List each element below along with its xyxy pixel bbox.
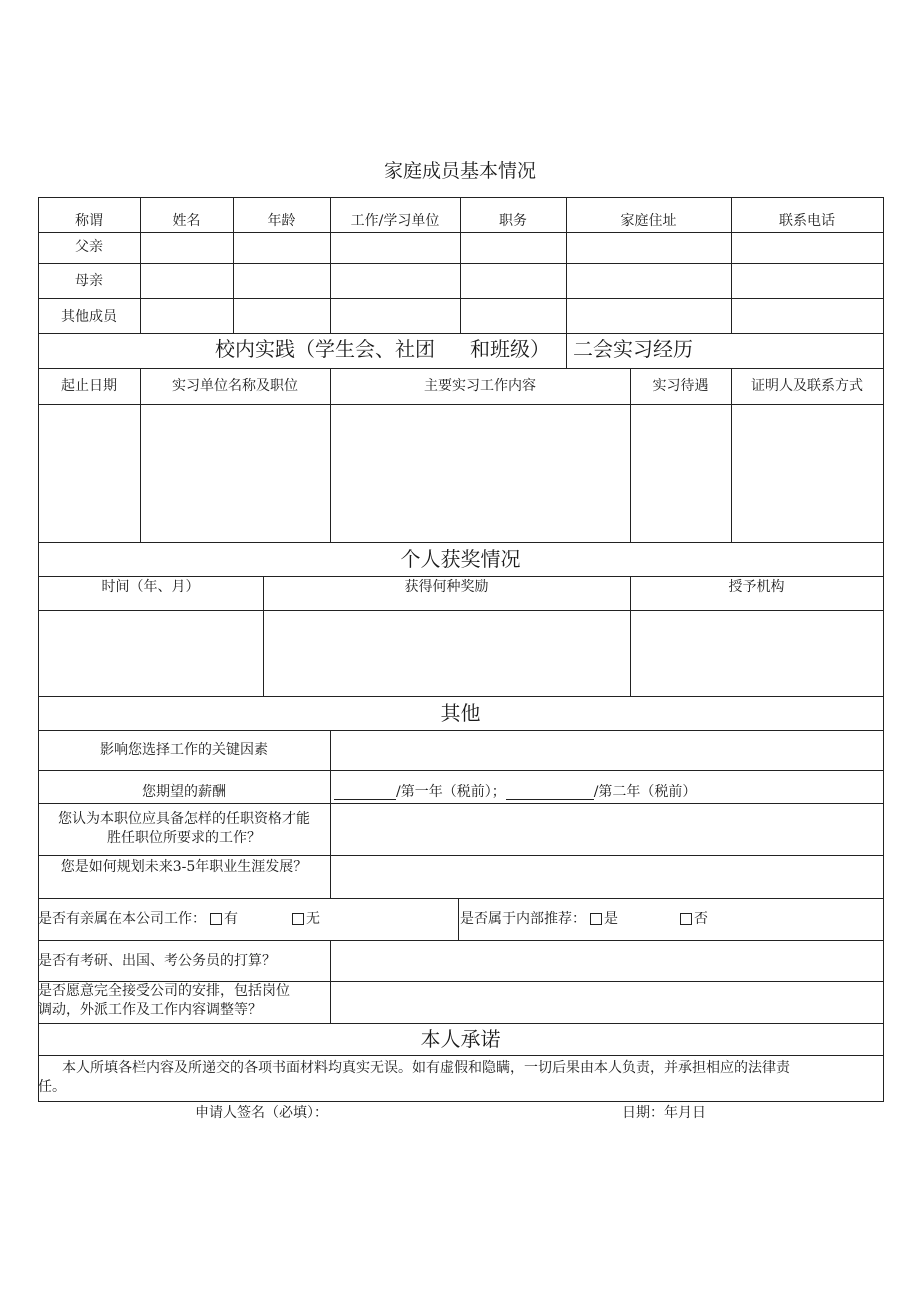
grid-line-h	[38, 770, 884, 771]
salary-year2-blank[interactable]	[506, 785, 594, 800]
award-input-cell[interactable]	[39, 611, 263, 696]
header-intern-content: 主要实习工作内容	[424, 377, 536, 394]
practice-title-part1: 校内实践（学生会、社团	[215, 336, 435, 361]
relatives-label: 是否有亲属在本公司工作：	[38, 910, 206, 927]
header-award-time: 时间（年、月）	[101, 578, 200, 595]
grid-line-h	[38, 1101, 884, 1102]
header-intern-unit: 实习单位名称及职位	[172, 377, 298, 394]
family-input-cell[interactable]	[567, 299, 731, 333]
header-name: 姓名	[172, 212, 201, 229]
relatives-no-checkbox[interactable]	[292, 913, 304, 925]
header-position: 职务	[499, 212, 527, 229]
career-plan-label	[38, 855, 330, 879]
awards-title: 个人获奖情况	[400, 546, 521, 571]
header-address: 家庭住址	[620, 212, 677, 229]
header-relation: 称谓	[75, 212, 103, 229]
family-input-cell[interactable]	[732, 233, 883, 263]
other-title: 其他	[440, 700, 481, 725]
family-input-cell[interactable]	[331, 233, 460, 263]
referral-no-checkbox[interactable]	[680, 913, 692, 925]
family-input-cell[interactable]	[141, 233, 233, 263]
header-age: 年龄	[267, 212, 296, 229]
family-input-cell[interactable]	[461, 233, 566, 263]
grid-line-h	[38, 898, 884, 899]
accept-arrangement-label	[38, 982, 330, 1024]
qualification-input[interactable]	[331, 804, 883, 855]
referral-label: 是否属于内部推荐：	[460, 910, 586, 927]
header-phone: 联系电话	[779, 212, 835, 229]
exam-plan-input[interactable]	[331, 941, 883, 981]
promise-text	[38, 1055, 883, 1101]
salary-year1-label: /第一年（税前）；	[396, 783, 506, 800]
header-work-unit: 工作/学习单位	[350, 212, 440, 229]
practice-input-cell[interactable]	[331, 405, 630, 542]
referral-no-label: 否	[694, 910, 708, 927]
career-plan-text: 您是如何规划未来3-5年职业生涯发展？	[60, 858, 308, 875]
exam-plan-text: 是否有考研、出国、考公务员的打算？	[38, 952, 276, 969]
award-input-cell[interactable]	[631, 611, 883, 696]
page-title: 家庭成员基本情况	[383, 160, 536, 182]
referral-yes-checkbox[interactable]	[590, 913, 602, 925]
salary-label: 您期望的薪酬	[142, 783, 226, 800]
practice-input-cell[interactable]	[732, 405, 883, 542]
award-input-cell[interactable]	[264, 611, 630, 696]
practice-input-cell[interactable]	[141, 405, 330, 542]
salary-year2-label: /第二年（税前）	[593, 783, 697, 800]
practice-title-part3: 二会实习经历	[573, 336, 693, 361]
relatives-question	[38, 900, 458, 938]
referral-question	[460, 900, 880, 938]
promise-text-line1: 本人所填各栏内容及所递交的各项书面材料均真实无误。如有虚假和隐瞒，一切后果由本人负责，并承担相应的法律责	[62, 1060, 790, 1077]
accept-arrangement-input[interactable]	[331, 982, 883, 1023]
family-input-cell[interactable]	[141, 299, 233, 333]
header-reference: 证明人及联系方式	[751, 377, 863, 394]
grid-line-v	[458, 898, 459, 941]
accept-line2: 调动，外派工作及工作内容调整等？	[38, 1001, 262, 1018]
family-input-cell[interactable]	[567, 233, 731, 263]
promise-title: 本人承诺	[420, 1026, 501, 1051]
signature-label: 申请人签名（必填）：	[195, 1104, 328, 1121]
family-input-cell[interactable]	[567, 264, 731, 298]
family-input-cell[interactable]	[461, 299, 566, 333]
row-other-members: 其他成员	[61, 308, 117, 325]
family-input-cell[interactable]	[732, 299, 883, 333]
family-input-cell[interactable]	[234, 264, 330, 298]
qualification-label	[38, 803, 330, 854]
row-mother: 母亲	[75, 272, 103, 289]
header-award-name: 获得何种奖励	[404, 578, 489, 595]
grid-line-h	[38, 197, 884, 198]
practice-title-part2: 和班级）	[470, 336, 550, 361]
relatives-yes-label: 有	[224, 910, 238, 927]
family-input-cell[interactable]	[141, 264, 233, 298]
header-intern-pay: 实习待遇	[652, 377, 709, 394]
family-input-cell[interactable]	[461, 264, 566, 298]
qualification-line2: 胜任职位所要求的工作？	[107, 829, 261, 846]
key-factors-label: 影响您选择工作的关键因素	[100, 741, 268, 758]
key-factors-input[interactable]	[331, 731, 883, 770]
header-award-org: 授予机构	[728, 578, 785, 595]
practice-input-cell[interactable]	[631, 405, 731, 542]
relatives-yes-checkbox[interactable]	[210, 913, 222, 925]
family-input-cell[interactable]	[331, 264, 460, 298]
practice-input-cell[interactable]	[39, 405, 140, 542]
accept-line1: 是否愿意完全接受公司的安排，包括岗位	[38, 983, 290, 999]
family-input-cell[interactable]	[732, 264, 883, 298]
referral-yes-label: 是	[604, 910, 618, 927]
family-input-cell[interactable]	[234, 233, 330, 263]
header-date-range: 起止日期	[61, 377, 117, 394]
date-label: 日期：年月日	[622, 1104, 706, 1121]
family-input-cell[interactable]	[234, 299, 330, 333]
salary-year1-blank[interactable]	[334, 785, 396, 800]
career-plan-input[interactable]	[331, 856, 883, 898]
promise-text-line2: 任。	[38, 1079, 66, 1095]
relatives-no-label: 无	[306, 910, 320, 927]
salary-field[interactable]	[334, 780, 879, 804]
family-input-cell[interactable]	[331, 299, 460, 333]
qualification-line1: 您认为本职位应具备怎样的任职资格才能	[58, 810, 310, 827]
exam-plan-label	[38, 941, 330, 981]
row-father: 父亲	[75, 239, 103, 256]
grid-line-v	[883, 197, 884, 1102]
